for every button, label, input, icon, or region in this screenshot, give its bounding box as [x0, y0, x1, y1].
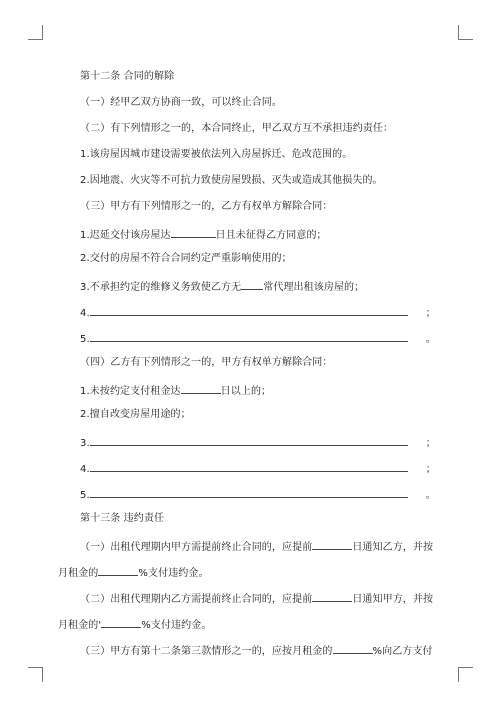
text: 月租金的'	[58, 620, 102, 631]
art12-clause-2-item-1: 1.该房屋因城市建设需要被依法列入房屋拆迁、危改范围的。	[80, 149, 353, 160]
item-number: 3.	[80, 438, 90, 449]
text: 3.不承担约定的维修义务致使乙方无	[80, 282, 242, 293]
art12-clause-4-item-3	[80, 434, 436, 450]
art12-clause-4-item-1	[80, 382, 271, 398]
item-number: 5.	[80, 490, 90, 501]
punctuation: 。	[425, 490, 436, 501]
art12-clause-3-item-4	[80, 304, 436, 320]
blank-line	[90, 486, 408, 498]
text: 常代理出租该房屋的；	[263, 282, 365, 293]
text: %支付违约金。	[138, 568, 209, 579]
crop-mark-bottom-left	[28, 667, 43, 682]
punctuation: ；	[425, 464, 436, 475]
art13-clause-2-cont	[58, 616, 211, 632]
article-12-title: 第十二条 合同的解除	[80, 71, 175, 82]
crop-mark-top-right	[458, 25, 473, 40]
art12-clause-3-item-1	[80, 226, 327, 242]
blank-field	[171, 226, 216, 238]
text: 日通知乙方，并按	[352, 542, 434, 553]
blank-field	[241, 278, 263, 290]
art13-clause-2	[80, 590, 433, 606]
art12-clause-2: （二）有下列情形之一的，本合同终止，甲乙双方互不承担违约责任：	[80, 123, 394, 134]
blank-field	[312, 590, 352, 602]
art13-clause-1-cont	[58, 564, 209, 580]
art13-clause-3	[80, 642, 433, 658]
blank-line	[90, 304, 408, 316]
blank-field	[181, 382, 221, 394]
blank-field	[101, 616, 141, 628]
art12-clause-4-item-2: 2.擅自改变房屋用途的；	[80, 409, 191, 420]
item-number: 5.	[80, 334, 90, 345]
art12-clause-4-item-4	[80, 460, 436, 476]
item-number: 4.	[80, 308, 90, 319]
blank-field	[98, 564, 138, 576]
text: %向乙方支付	[372, 646, 433, 657]
art12-clause-3-item-5	[80, 330, 436, 346]
text: （二）出租代理期内乙方需提前终止合同的，应提前	[80, 594, 313, 605]
punctuation: ；	[425, 438, 436, 449]
text: 日通知甲方，并按	[352, 594, 434, 605]
text: 日且未征得乙方同意的；	[215, 230, 327, 241]
item-number: 4.	[80, 464, 90, 475]
blank-field	[333, 642, 373, 654]
text: （一）出租代理期内甲方需提前终止合同的，应提前	[80, 542, 313, 553]
crop-mark-top-left	[28, 25, 43, 40]
punctuation: ；	[425, 308, 436, 319]
article-13-title: 第十三条 违约责任	[80, 513, 165, 524]
punctuation: 。	[425, 334, 436, 345]
art12-clause-1: （一）经甲乙双方协商一致，可以终止合同。	[80, 97, 282, 108]
text: 日以上的；	[220, 386, 272, 397]
art12-clause-3-item-2: 2.交付的房屋不符合合同约定严重影响使用的；	[80, 253, 292, 264]
text: （三）甲方有第十二条第三款情形之一的，应按月租金的	[80, 646, 333, 657]
text: 月租金的	[58, 568, 99, 579]
art12-clause-4-item-5	[80, 486, 436, 502]
text: %支付违约金。	[141, 620, 212, 631]
art12-clause-2-item-2: 2.因地震、火灾等不可抗力致使房屋毁损、灭失或造成其他损失的。	[80, 175, 383, 186]
blank-line	[90, 460, 408, 472]
art12-clause-4: （四）乙方有下列情形之一的，甲方有权单方解除合同：	[80, 357, 333, 368]
text: 1.迟延交付该房屋达	[80, 230, 171, 241]
blank-field	[312, 538, 352, 550]
crop-mark-bottom-right	[458, 667, 473, 682]
text: 1.未按约定支付租金达	[80, 386, 181, 397]
art13-clause-1	[80, 538, 433, 554]
blank-line	[90, 434, 408, 446]
blank-line	[90, 330, 408, 342]
art12-clause-3-item-3	[80, 278, 364, 294]
art12-clause-3: （三）甲方有下列情形之一的，乙方有权单方解除合同：	[80, 201, 333, 212]
